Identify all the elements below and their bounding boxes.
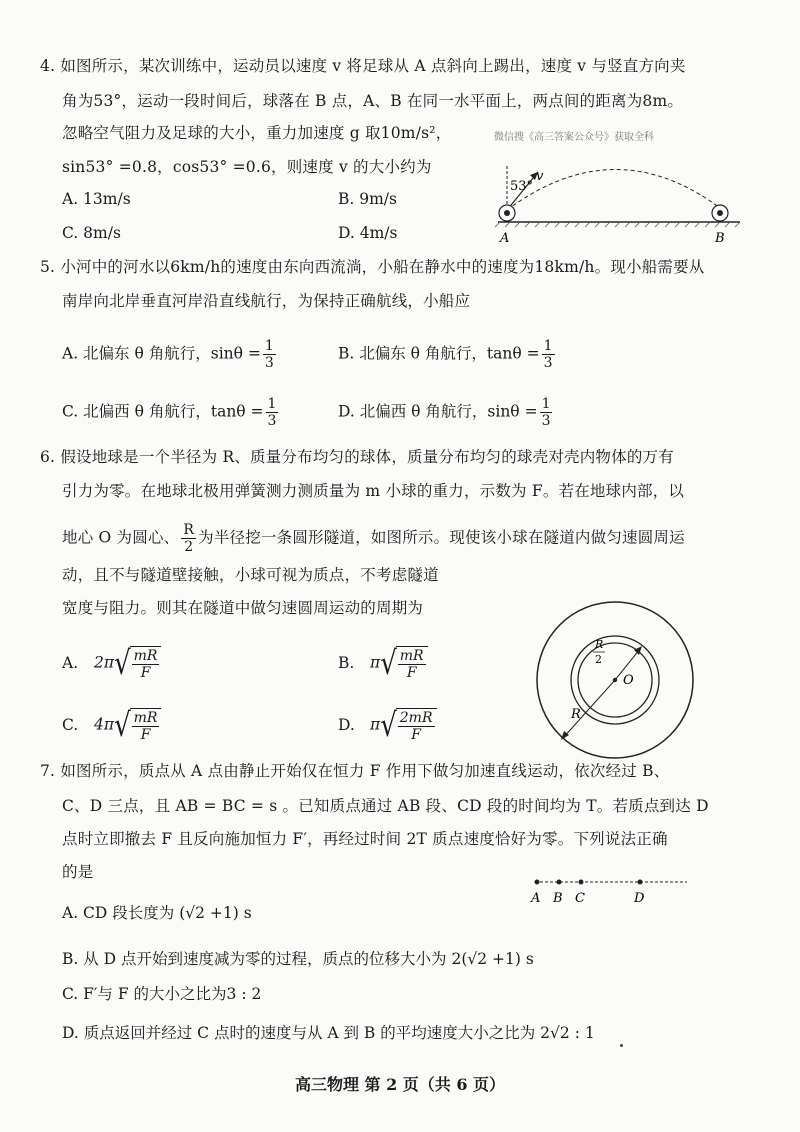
projectile-figure (490, 160, 745, 245)
q5-option-a: A. 北偏东 θ 角航行，sinθ = $\frac{1}{3}$ (62, 338, 274, 371)
q6-line-3: 地心 O 为圆心、 $\frac{R}{2}$ 为半径挖一条圆形隧道，如图所示。现使该小球在隧道内做匀速圆周运 (62, 522, 685, 555)
q7-line-2: C、D 三点，且 AB = BC = s 。已知质点通过 AB 段、CD 段的时间均为 T。若质点到达 D (62, 797, 709, 815)
q6-line-2: 引力为零。在地球北极用弹簧测力测质量为 m 小球的重力，示数为 F。若在地球内部，以 (62, 482, 685, 500)
angle-label: 53° (510, 179, 534, 194)
q7-option-b: B. 从 D 点开始到速度减为零的过程，质点的位移大小为 2(√2 +1) s (62, 950, 534, 968)
center-o-label: O (623, 673, 634, 688)
q7-line-1: 7. 如图所示，质点从 A 点由静止开始仅在恒力 F 作用下做匀加速直线运动，依次经过 B、 (40, 762, 670, 780)
radius-label: R (571, 707, 581, 722)
half-radius-denominator: 2 (595, 653, 602, 666)
half-radius-numerator: R (595, 638, 604, 651)
point-d-label: D (634, 891, 645, 906)
q4-line-2: 角为53°，运动一段时间后，球落在 B 点，A、B 在同一水平面上，两点间的距离为8m。 (62, 92, 684, 110)
q7-option-a: A. CD 段长度为 (√2 +1) s (62, 904, 252, 922)
q4-option-b: B. 9m/s (338, 190, 397, 208)
q6-option-c: C. 4π √ $\frac{mR}{F}$ (62, 708, 161, 743)
q4-line-1: 4. 如图所示，某次训练中，运动员以速度 v 将足球从 A 点斜向上踢出，速度 v 与竖直方向夹 (40, 57, 686, 75)
q6-line-5: 宽度与阻力。则其在隧道中做匀速圆周运动的周期为 (62, 599, 424, 617)
point-c (579, 880, 584, 885)
q5-option-c: C. 北偏西 θ 角航行，tanθ = $\frac{1}{3}$ (62, 396, 277, 429)
q5-option-d: D. 北偏西 θ 角航行，sinθ = $\frac{1}{3}$ (338, 396, 551, 429)
q6-option-b: B. π √ $\frac{mR}{F}$ (338, 646, 428, 681)
q6-option-d: D. π √ $\frac{2mR}{F}$ (338, 708, 437, 743)
point-a-label: A (531, 891, 541, 906)
q7-line-4: 的是 (62, 863, 94, 881)
point-b-label: B (715, 231, 725, 246)
q6-option-a: A. 2π √ $\frac{mR}{F}$ (62, 646, 161, 681)
point-d (638, 880, 643, 885)
velocity-label: v (536, 169, 544, 184)
point-b (557, 880, 562, 885)
q5-line-2: 南岸向北岸垂直河岸沿直线航行，为保持正确航线，小船应 (62, 292, 471, 310)
point-a-label: A (500, 231, 510, 246)
q4-option-c: C. 8m/s (62, 224, 121, 242)
watermark-text: 微信搜《高三答案公众号》获取全科 (494, 132, 654, 143)
earth-tunnel-figure (535, 600, 695, 760)
q4-line-3: 忽略空气阻力及足球的大小，重力加速度 g 取10m/s²， (62, 124, 452, 142)
q4-option-a: A. 13m/s (62, 190, 131, 208)
q7-option-c: C. F′与 F 的大小之比为3 : 2 (62, 985, 262, 1003)
point-a (535, 880, 540, 885)
scan-speck (620, 1044, 623, 1047)
q4-option-d: D. 4m/s (338, 224, 398, 242)
q6-line-1: 6. 假设地球是一个半径为 R、质量分布均匀的球体，质量分布均匀的球壳对壳内物体的万有 (40, 448, 674, 466)
point-b-label: B (553, 891, 563, 906)
point-c-label: C (575, 891, 585, 906)
q4-line-4: sin53° =0.8，cos53° =0.6，则速度 v 的大小约为 (62, 158, 432, 176)
q5-option-b: B. 北偏东 θ 角航行，tanθ = $\frac{1}{3}$ (338, 338, 553, 371)
page-footer: 高三物理 第 2 页（共 6 页） (294, 1075, 506, 1094)
q5-line-1: 5. 小河中的河水以6km/h的速度由东向西流淌，小船在静水中的速度为18km/h。现小船需要从 (40, 258, 705, 276)
q7-option-d: D. 质点返回并经过 C 点时的速度与从 A 到 B 的平均速度大小之比为 2√2 : 1 (62, 1024, 595, 1042)
points-line-figure (525, 870, 695, 910)
q7-line-3: 点时立即撤去 F 且反向施加恒力 F′，再经过时间 2T 质点速度恰好为零。下列说法正确 (62, 830, 668, 848)
q6-line-4: 动，且不与隧道壁接触，小球可视为质点，不考虑隧道 (62, 566, 439, 584)
